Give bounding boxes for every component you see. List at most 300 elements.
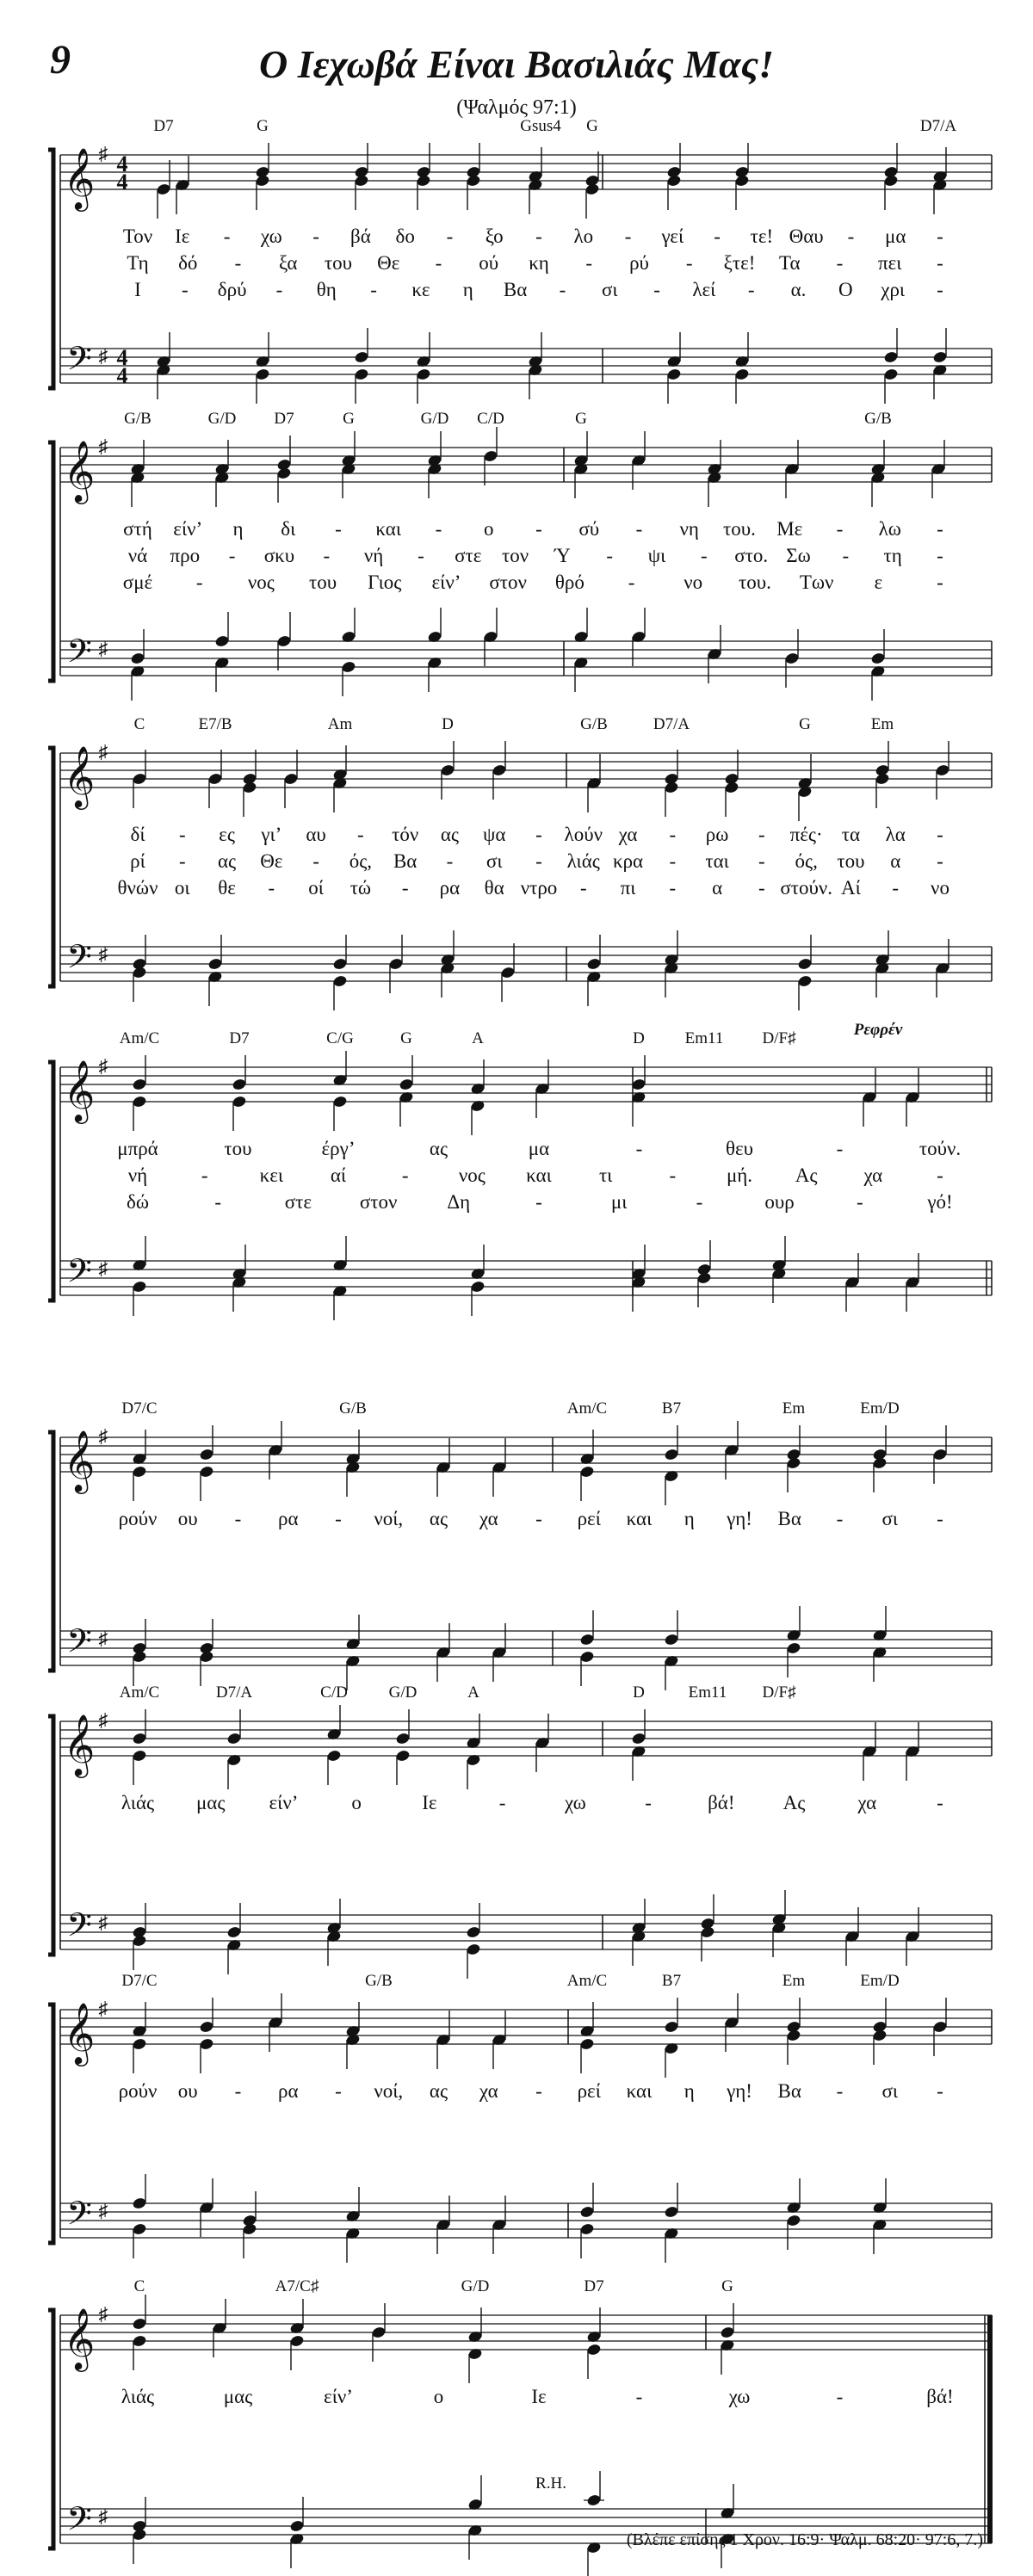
- lyric-syllable: του.: [723, 518, 756, 540]
- refrain-label: Ρεφρέν: [853, 1021, 903, 1039]
- note-head: [470, 1280, 486, 1294]
- note-head: [579, 1633, 595, 1646]
- note-head: [797, 957, 813, 971]
- chord-symbol: G: [721, 2277, 733, 2295]
- note-head: [872, 1448, 888, 1461]
- lyric-syllable: τούν.: [919, 1138, 962, 1159]
- key-sharp-icon: ♯: [98, 638, 108, 659]
- note-head: [786, 2214, 801, 2227]
- lyric-syllable: σι: [881, 2080, 899, 2102]
- time-signature-top: 4: [116, 345, 128, 370]
- lyric-hyphen: -: [401, 1164, 409, 1186]
- note-head: [875, 763, 890, 777]
- lyric-syllable: ρύ: [629, 252, 649, 274]
- lyric-hyphen: -: [234, 252, 242, 274]
- lyric-syllable: λιάς: [566, 850, 600, 872]
- lyric-syllable: Ο: [838, 279, 853, 300]
- chord-symbol: D7/C: [121, 1972, 158, 1990]
- lyric-syllable: η: [232, 518, 244, 540]
- note-head: [199, 1465, 214, 1479]
- lyric-syllable: γη!: [727, 2080, 752, 2102]
- lyric-hyphen: -: [312, 225, 319, 247]
- key-sharp-icon: ♯: [98, 436, 108, 457]
- note-head: [664, 772, 679, 786]
- lyric-syllable: δρύ: [217, 279, 247, 300]
- chord-symbol: D7/C: [121, 1399, 158, 1418]
- lyric-syllable: Των: [799, 571, 834, 593]
- lyric-syllable: λιάς: [121, 2386, 155, 2407]
- lyric-hyphen: -: [435, 252, 442, 274]
- lyric-hyphen: -: [847, 225, 855, 247]
- lyric-syllable: ξα: [279, 252, 298, 274]
- note-head: [199, 1641, 214, 1655]
- lyric-syllable: είν’: [324, 2386, 353, 2407]
- lyric-syllable: χω: [260, 225, 282, 247]
- lyric-syllable: Θε: [377, 252, 400, 274]
- note-head: [466, 1943, 481, 1956]
- lyric-syllable: τον: [502, 545, 529, 566]
- treble-staff: [60, 155, 992, 189]
- chord-symbol: Am/C: [566, 1972, 608, 1990]
- lyric-syllable: λεί: [692, 279, 716, 300]
- note-head: [786, 1448, 801, 1461]
- system-3: [48, 715, 992, 1010]
- note-head: [132, 2334, 147, 2348]
- lyric-line-2: [128, 545, 943, 566]
- lyric-syllable: μας: [195, 1792, 226, 1813]
- chord-symbol: D7: [584, 2277, 604, 2295]
- lyric-syllable: μας: [223, 2386, 253, 2407]
- note-head: [132, 2222, 147, 2236]
- lyric-hyphen: -: [836, 252, 844, 274]
- lyric-syllable: η: [684, 1508, 695, 1529]
- lyric-syllable: δο: [395, 225, 415, 247]
- treble-clef-icon: 𝄞: [63, 744, 96, 807]
- lyric-hyphen: -: [685, 252, 693, 274]
- lyric-hyphen: -: [335, 1508, 342, 1529]
- treble-clef-icon: 𝄞: [63, 439, 96, 502]
- note-head: [199, 2037, 214, 2051]
- note-head: [483, 449, 498, 463]
- lyric-syllable: θευ: [725, 1138, 754, 1159]
- lyric-syllable: Θε: [260, 850, 283, 872]
- lyric-hyphen: -: [535, 225, 542, 247]
- note-head: [226, 1732, 242, 1745]
- lyric-syllable: χω: [564, 1792, 586, 1813]
- lyric-syllable: ρεί: [577, 1508, 601, 1529]
- lyric-syllable: ός,: [795, 850, 818, 872]
- lyric-hyphen: -: [446, 850, 454, 872]
- lyric-hyphen: -: [758, 824, 765, 845]
- lyric-syllable: στε: [455, 545, 482, 566]
- lyric-syllable: ας: [440, 824, 460, 845]
- key-sharp-icon: ♯: [98, 1628, 108, 1649]
- lyric-line-3: [134, 279, 943, 300]
- system-bracket: [48, 748, 53, 986]
- lyric-syllable: Ύ: [554, 545, 571, 566]
- lyric-line-1: [130, 824, 943, 845]
- lyric-syllable: λα: [885, 824, 906, 845]
- lyric-syllable: πές·: [789, 824, 823, 845]
- chord-symbol: G/B: [339, 1399, 367, 1418]
- lyric-syllable: χα: [857, 1792, 877, 1813]
- lyric-hyphen: -: [178, 850, 186, 872]
- lyric-syllable: ας: [429, 2080, 448, 2102]
- lyric-syllable: του: [324, 252, 353, 274]
- lyric-hyphen: -: [635, 2386, 643, 2407]
- key-sharp-icon: ♯: [98, 345, 108, 367]
- bass-clef-icon: 𝄢: [66, 1906, 92, 1952]
- chord-symbol: G/B: [864, 410, 892, 428]
- lyric-syllable: Τα: [778, 252, 801, 274]
- note-head: [341, 660, 356, 674]
- lyric-hyphen: -: [401, 877, 409, 899]
- lyric-hyphen: -: [937, 1508, 943, 1529]
- lyric-syllable: λιάς: [121, 1792, 155, 1813]
- lyric-hyphen: -: [195, 571, 203, 593]
- lyric-syllable: ου: [177, 2080, 198, 2102]
- lyric-syllable: τε!: [750, 225, 774, 247]
- lyric-syllable: του: [309, 571, 337, 593]
- lyric-syllable: τα: [841, 824, 861, 845]
- system-2: [48, 410, 992, 701]
- note-head: [797, 974, 813, 988]
- lyric-line-2: [128, 1164, 943, 1186]
- lyric-hyphen: -: [624, 225, 632, 247]
- lyric-syllable: Ιε: [531, 2386, 547, 2407]
- lyric-syllable: α.: [790, 279, 807, 300]
- treble-staff: [60, 1437, 992, 1472]
- note-head: [786, 1641, 801, 1655]
- lyric-line-2: [130, 850, 943, 872]
- note-head: [586, 2343, 602, 2357]
- lyric-syllable: ρα: [439, 877, 461, 899]
- treble-clef-icon: 𝄞: [63, 2307, 96, 2369]
- lyric-syllable: πει: [878, 252, 902, 274]
- note-head: [354, 350, 369, 364]
- lyric-syllable: γη!: [727, 1508, 752, 1529]
- note-head: [664, 2020, 679, 2034]
- lyric-hyphen: -: [836, 1138, 844, 1159]
- lyric-line-1: [121, 1792, 943, 1813]
- lyric-syllable: οι: [174, 877, 190, 899]
- note-head: [870, 652, 886, 665]
- note-head: [199, 2020, 214, 2034]
- lyric-syllable: χρι: [881, 279, 906, 300]
- note-head: [232, 1095, 247, 1109]
- note-head: [232, 1078, 247, 1091]
- bass-clef-icon: 𝄢: [66, 632, 92, 678]
- note-head: [130, 652, 145, 665]
- chord-symbol: G/B: [580, 715, 608, 733]
- chord-symbol: D: [633, 1029, 645, 1047]
- chord-symbol: G: [799, 715, 811, 733]
- lyric-syllable: πι: [620, 877, 636, 899]
- lyric-syllable: γι’: [261, 824, 282, 845]
- chord-symbol: Em: [782, 1399, 806, 1418]
- lyric-hyphen: -: [669, 877, 677, 899]
- lyric-syllable: ξο: [485, 225, 504, 247]
- chord-symbol: C/D: [320, 1683, 348, 1702]
- note-head: [132, 1280, 147, 1294]
- lyric-syllable: και: [626, 1508, 653, 1529]
- lyric-hyphen: -: [836, 2386, 844, 2407]
- lyric-hyphen: -: [559, 279, 566, 300]
- note-head: [399, 1078, 414, 1091]
- chord-symbol: G/B: [365, 1972, 393, 1990]
- system-7: [48, 1972, 992, 2263]
- note-head: [440, 763, 455, 777]
- note-head: [388, 957, 404, 971]
- lyric-hyphen: -: [937, 518, 943, 540]
- time-signature-bottom: 4: [116, 363, 128, 388]
- chord-symbol: D: [633, 1683, 645, 1702]
- system-bracket: [48, 1432, 53, 1671]
- note-head: [872, 2020, 888, 2034]
- lyric-hyphen: -: [747, 279, 755, 300]
- lyric-syllable: Βα: [393, 850, 418, 872]
- lyric-syllable: είν’: [269, 1792, 299, 1813]
- key-sharp-icon: ♯: [98, 1709, 108, 1731]
- lyric-hyphen: -: [234, 1508, 242, 1529]
- lyric-syllable: Με: [776, 518, 803, 540]
- chord-symbol: G/D: [420, 410, 449, 428]
- note-head: [132, 772, 147, 786]
- lyric-hyphen: -: [937, 545, 943, 566]
- note-head: [276, 634, 292, 648]
- lyric-syllable: λω: [878, 518, 901, 540]
- lyric-syllable: ρα: [277, 1508, 299, 1529]
- key-sharp-icon: ♯: [98, 1912, 108, 1933]
- treble-staff: [60, 1721, 992, 1756]
- lyric-syllable: νο: [931, 877, 949, 899]
- lyric-syllable: ού: [479, 252, 499, 274]
- lyric-syllable: βά: [350, 225, 371, 247]
- right-hand-annotation: R.H.: [535, 2474, 566, 2493]
- system-bracket: [48, 2005, 53, 2243]
- treble-staff: [60, 1067, 992, 1102]
- note-head: [326, 1749, 342, 1763]
- note-head: [631, 1732, 646, 1745]
- lyric-hyphen: -: [535, 850, 542, 872]
- chord-symbol: E7/B: [198, 715, 232, 733]
- note-head: [332, 1095, 348, 1109]
- lyric-syllable: ο: [433, 2386, 444, 2407]
- lyric-syllable: νη: [679, 518, 699, 540]
- lyric-hyphen: -: [758, 850, 765, 872]
- lyric-syllable: ας: [429, 1508, 448, 1529]
- treble-staff: [60, 2010, 992, 2044]
- lyric-syllable: Τη: [127, 252, 149, 274]
- bass-clef-icon: 𝄢: [66, 2499, 92, 2546]
- lyric-hyphen: -: [535, 518, 542, 540]
- note-head: [579, 1465, 595, 1479]
- note-head: [935, 763, 950, 777]
- note-head: [132, 1078, 147, 1091]
- lyric-syllable: λούν: [564, 824, 603, 845]
- treble-clef-icon: 𝄞: [63, 1713, 96, 1776]
- chord-symbol: Em/D: [860, 1399, 900, 1418]
- note-head: [395, 1732, 411, 1745]
- note-head: [786, 2020, 801, 2034]
- note-head: [132, 957, 147, 971]
- bass-clef-icon: 𝄢: [66, 937, 92, 984]
- lyric-hyphen: -: [214, 1191, 222, 1213]
- lyric-syllable: κει: [259, 1164, 284, 1186]
- chord-symbol: D7: [274, 410, 294, 428]
- note-head: [734, 368, 750, 381]
- lyric-syllable: ο: [351, 1792, 362, 1813]
- note-head: [156, 182, 171, 196]
- lyric-hyphen: -: [842, 545, 850, 566]
- lyric-syllable: προ: [170, 545, 201, 566]
- lyric-syllable: Ι: [134, 279, 141, 300]
- lyric-hyphen: -: [579, 877, 587, 899]
- lyric-hyphen: -: [937, 225, 943, 247]
- note-head: [416, 368, 431, 381]
- lyric-syllable: στον: [359, 1191, 398, 1213]
- lyric-line-1: [123, 518, 943, 540]
- chord-symbol: Em: [870, 715, 894, 733]
- lyric-syllable: θη: [316, 279, 337, 300]
- lyric-syllable: αυ: [306, 824, 326, 845]
- lyric-hyphen: -: [535, 824, 542, 845]
- lyric-syllable: νο: [684, 571, 703, 593]
- note-head: [132, 1641, 147, 1655]
- bass-staff: [60, 349, 992, 383]
- treble-clef-icon: 𝄞: [63, 2001, 96, 2064]
- lyric-hyphen: -: [836, 2080, 844, 2102]
- chord-symbol: Gsus4: [520, 117, 561, 135]
- lyric-syllable: ξτε!: [723, 252, 756, 274]
- lyric-line-1: [119, 1508, 943, 1529]
- note-head: [579, 2222, 595, 2236]
- lyric-syllable: ρούν: [118, 2080, 158, 2102]
- note-head: [207, 957, 223, 971]
- lyric-syllable: κε: [411, 279, 430, 300]
- chord-symbol: G: [343, 410, 355, 428]
- lyric-hyphen: -: [223, 225, 231, 247]
- lyric-hyphen: -: [937, 252, 943, 274]
- scripture-reference: (Ψαλμός 97:1): [456, 96, 577, 119]
- lyric-hyphen: -: [268, 877, 275, 899]
- lyric-syllable: ε: [874, 571, 883, 593]
- chord-symbol: Am/C: [566, 1399, 608, 1418]
- lyric-hyphen: -: [606, 545, 614, 566]
- chord-symbol: G: [575, 410, 587, 428]
- lyric-syllable: γεί: [661, 225, 684, 247]
- chord-symbol: A7/C♯: [275, 2277, 319, 2295]
- chord-symbol: C: [133, 2277, 145, 2295]
- lyric-hyphen: -: [446, 225, 454, 247]
- lyric-syllable: μι: [610, 1191, 628, 1213]
- note-head: [132, 2519, 147, 2533]
- lyric-syllable: κρα: [612, 850, 644, 872]
- lyric-hyphen: -: [696, 1191, 703, 1213]
- key-sharp-icon: ♯: [98, 1425, 108, 1447]
- lyric-syllable: α: [712, 877, 723, 899]
- note-head: [371, 2326, 387, 2339]
- chord-symbol: D: [442, 715, 454, 733]
- lyric-hyphen: -: [836, 1508, 844, 1529]
- note-head: [664, 2205, 679, 2219]
- lyric-hyphen: -: [370, 279, 377, 300]
- key-sharp-icon: ♯: [98, 943, 108, 965]
- lyric-syllable: ες: [219, 824, 235, 845]
- note-head: [579, 1650, 595, 1664]
- system-bracket: [48, 150, 53, 388]
- chord-symbol: Em11: [688, 1683, 727, 1702]
- lyric-syllable: Θαυ: [789, 225, 824, 247]
- lyric-hyphen: -: [937, 571, 943, 593]
- note-head: [492, 763, 507, 777]
- lyric-syllable: είν’: [173, 518, 203, 540]
- lyric-syllable: νοί,: [374, 1508, 404, 1529]
- lyric-hyphen: -: [937, 850, 943, 872]
- note-head: [696, 1263, 712, 1276]
- bass-clef-icon: 𝄢: [66, 339, 92, 386]
- lyric-syllable: Σω: [786, 545, 811, 566]
- note-head: [883, 350, 899, 364]
- system-bracket: [48, 2310, 53, 2548]
- lyric-syllable: στούν.: [780, 877, 833, 899]
- note-head: [700, 1917, 715, 1930]
- lyric-hyphen: -: [645, 1792, 652, 1813]
- lyric-syllable: τη: [883, 545, 902, 566]
- lyric-syllable: σι: [486, 850, 503, 872]
- note-head: [242, 772, 257, 786]
- lyric-hyphen: -: [836, 518, 844, 540]
- lyric-syllable: χα: [479, 1508, 498, 1529]
- note-head: [132, 2317, 147, 2331]
- lyric-hyphen: -: [335, 2080, 342, 2102]
- lyric-syllable: βά!: [926, 2386, 954, 2407]
- note-head: [466, 1925, 481, 1939]
- lyric-hyphen: -: [275, 279, 283, 300]
- lyric-syllable: θα: [484, 877, 504, 899]
- note-head: [720, 2326, 735, 2339]
- note-head: [395, 1749, 411, 1763]
- lyric-hyphen: -: [335, 518, 342, 540]
- note-head: [932, 1448, 948, 1461]
- lyric-syllable: Ας: [795, 1164, 818, 1186]
- lyric-syllable: ρούν: [118, 1508, 158, 1529]
- chord-symbol: G/D: [461, 2277, 490, 2295]
- bass-staff: [60, 947, 992, 981]
- note-head: [226, 1925, 242, 1939]
- lyric-hyphen: -: [178, 824, 186, 845]
- note-head: [255, 368, 270, 381]
- key-sharp-icon: ♯: [98, 2200, 108, 2221]
- system-bracket: [48, 1716, 53, 1955]
- lyric-syllable: τι: [598, 1164, 613, 1186]
- lyric-hyphen: -: [892, 877, 900, 899]
- lyric-syllable: νος: [247, 571, 275, 593]
- lyric-hyphen: -: [498, 1792, 506, 1813]
- lyric-syllable: κη: [529, 252, 549, 274]
- note-head: [666, 165, 682, 179]
- lyric-syllable: οί: [308, 877, 324, 899]
- lyric-syllable: χα: [863, 1164, 883, 1186]
- chord-symbol: G: [586, 117, 598, 135]
- chord-symbol: C: [133, 715, 145, 733]
- lyric-syllable: η: [684, 2080, 695, 2102]
- lyric-syllable: σι: [881, 1508, 899, 1529]
- system-4: [48, 1021, 992, 1320]
- lyric-syllable: και: [375, 518, 402, 540]
- lyric-syllable: ρεί: [577, 2080, 601, 2102]
- lyric-syllable: ψι: [647, 545, 666, 566]
